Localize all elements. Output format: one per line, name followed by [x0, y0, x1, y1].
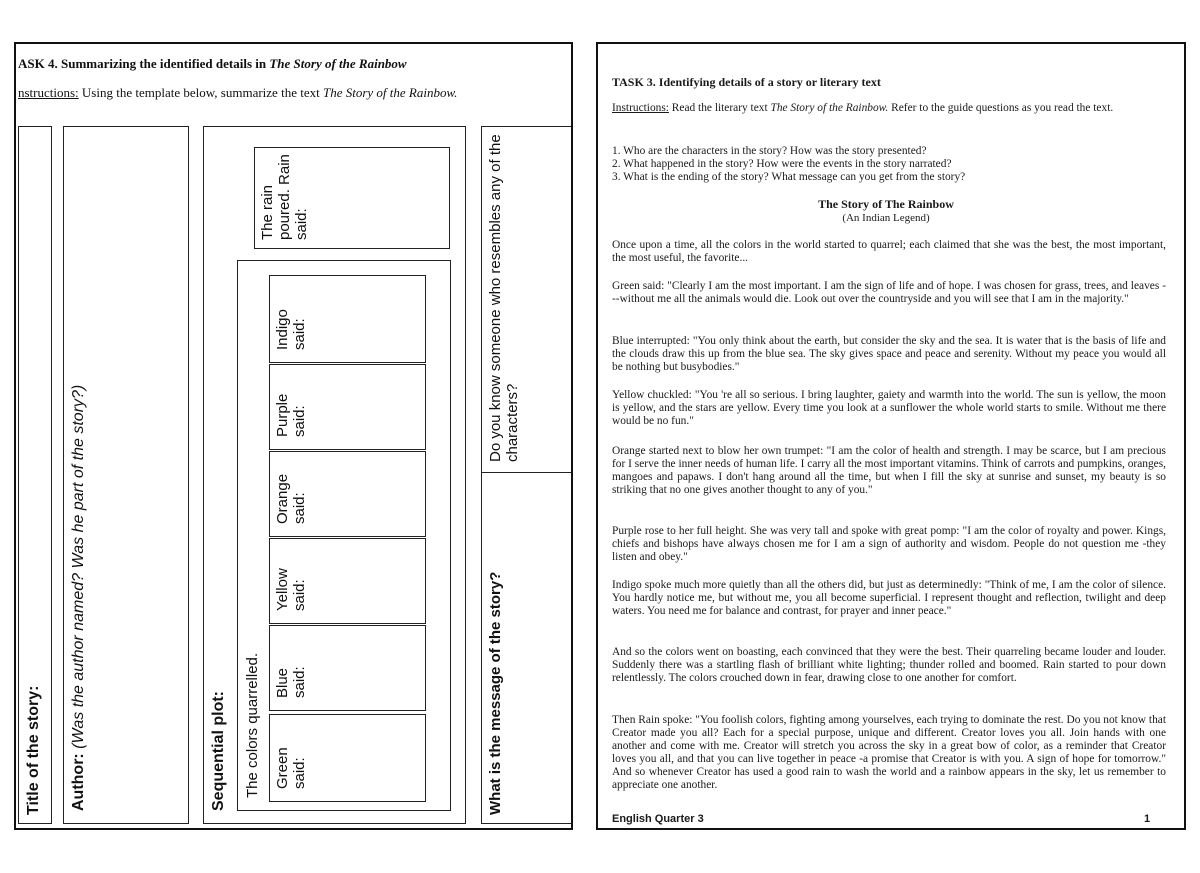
plot-label: Sequential plot: [210, 691, 227, 811]
story-title: The Story of The Rainbow [818, 197, 954, 211]
story-paragraph: Purple rose to her full height. She was very tall and spoke with great pomp: "I am the color of royalty and power. Kings, chiefs and bishops have always chosen me for I am a sign of authority and wisdom. People do not question me -they listen and obey." [612, 525, 1166, 563]
green-label: Green [274, 747, 291, 789]
footer-label: English Quarter 3 [612, 813, 704, 825]
colors-quarrelled-label: The colors quarrelled. [244, 652, 261, 798]
task3-title: TASK 3. Identifying details of a story or literary text [612, 75, 881, 89]
indigo-label: Indigo [274, 309, 291, 350]
guide-question: 3. What is the ending of the story? What message can you get from the story? [612, 171, 966, 183]
story-paragraph: Once upon a time, all the colors in the world started to quarrel; each claimed that she was the best, the most important, the most useful, the favorite... [612, 239, 1166, 264]
title-label: Title of the story: [25, 685, 42, 815]
task4-worksheet [14, 42, 573, 830]
task3-instructions: Instructions: Read the literary text The Story of the Rainbow. Refer to the guide questions as you read the text. [612, 102, 1114, 114]
author-box [63, 126, 189, 824]
purple-said-box [269, 364, 426, 450]
story-paragraph: Then Rain spoke: "You foolish colors, fighting among yourselves, each trying to dominate the rest. Do you not know that Creator made you all? Each for a special purpose, unique and different. Creator loves you all. Join hands with one another and come with me. Creator will stretch you across the sky in a great bow of color, as a reminder that Creator loves you all, and that you can live together in peace -a promise that Creator is with you. A sign of hope for tomorrow." And so whenever Creator has used a good rain to wash the world and a rainbow appears in the sky, let us remember to appreciate one another. [612, 714, 1166, 791]
blue-said: said: [291, 666, 308, 698]
yellow-label: Yellow [274, 568, 291, 611]
rain-poured-box [254, 147, 450, 249]
story-paragraph: Orange started next to blow her own trumpet: "I am the color of health and strength. I may be scarce, but I am precious for I serve the inner needs of human life. I carry all the most important vitamins. Think of carrots and pumpkins, oranges, mangoes and papaws. I don't hang around all the time, but when I fill the sky at sunrise and sunset, my beauty is so striking that no one gives another thought to any of you." [612, 445, 1166, 496]
yellow-said-box [269, 538, 426, 624]
message-label: What is the message of the story? [486, 571, 504, 815]
blue-said-box [269, 625, 426, 711]
orange-said: said: [291, 492, 308, 524]
task4-instructions: nstructions: Using the template below, summarize the text The Story of the Rainbow. [18, 85, 458, 100]
resemble-label: Do you know someone who resembles any of the characters? [486, 133, 521, 462]
story-paragraph: Green said: "Clearly I am the most important. I am the sign of life and of hope. I was chosen for grass, trees, and leaves ---without me all the animals would die. Look out over the countryside and you will see that I am in the majority." [612, 280, 1166, 305]
yellow-said: said: [291, 579, 308, 611]
sequential-plot-box [203, 126, 466, 824]
guide-questions [612, 145, 1172, 184]
green-said: said: [291, 757, 308, 789]
guide-question: 2. What happened in the story? How were the events in the story narrated? [612, 158, 952, 170]
story-subtitle: (An Indian Legend) [842, 212, 930, 224]
green-said-box [269, 714, 426, 802]
message-section [481, 472, 573, 823]
task3-story-page [596, 42, 1186, 830]
orange-said-box [269, 451, 426, 537]
indigo-said: said: [291, 318, 308, 350]
page-number: 1 [1144, 813, 1151, 825]
resemble-section [481, 126, 573, 473]
story-paragraph: Yellow chuckled: "You 're all so serious. I bring laughter, gaiety and warmth into the world. The sun is yellow, the moon is yellow, and the stars are yellow. Every time you look at a sunflower the whole world starts to smile. Without me there would be no fun." [612, 389, 1166, 427]
author-label-line: Author: (Was the author named? Was he part of the story?) [70, 384, 87, 811]
purple-said: said: [291, 405, 308, 437]
purple-label: Purple [274, 393, 291, 437]
colors-quarrelled-box [237, 260, 451, 811]
blue-label: Blue [274, 667, 291, 698]
guide-question: 1. Who are the characters in the story? How was the story presented? [612, 145, 927, 157]
rain-poured-label: The rain poured. Rain said: [259, 154, 310, 240]
title-box [18, 126, 52, 824]
story-paragraph: And so the colors went on boasting, each convinced that they were the best. Their quarreling became louder and louder. Suddenly there was a startling flash of brilliant white lighting; thunder rolled and boomed. Rain started to pour down relentlessly. The colors crouched down in fear, drawing close to one another for comfort. [612, 646, 1166, 684]
task4-title: ASK 4. Summarizing the identified details in The Story of the Rainbow [18, 56, 407, 71]
indigo-said-box [269, 275, 426, 363]
message-resemble-box [481, 126, 573, 824]
story-paragraph: Indigo spoke much more quietly than all the others did, but just as determinedly: "Think of me, I am the color of silence. You hardly notice me, but without me, you all become superficial. I represent thought and reflection, twilight and deep waters. You need me for balance and contrast, for prayer and inner peace." [612, 579, 1166, 617]
story-paragraph: Blue interrupted: "You only think about the earth, but consider the sky and the sea. It is water that is the basis of life and the clouds draw this up from the blue sea. The sky gives space and peace and serenity. Without my peace you would all be nothing but busybodies." [612, 335, 1166, 373]
orange-label: Orange [274, 473, 291, 524]
